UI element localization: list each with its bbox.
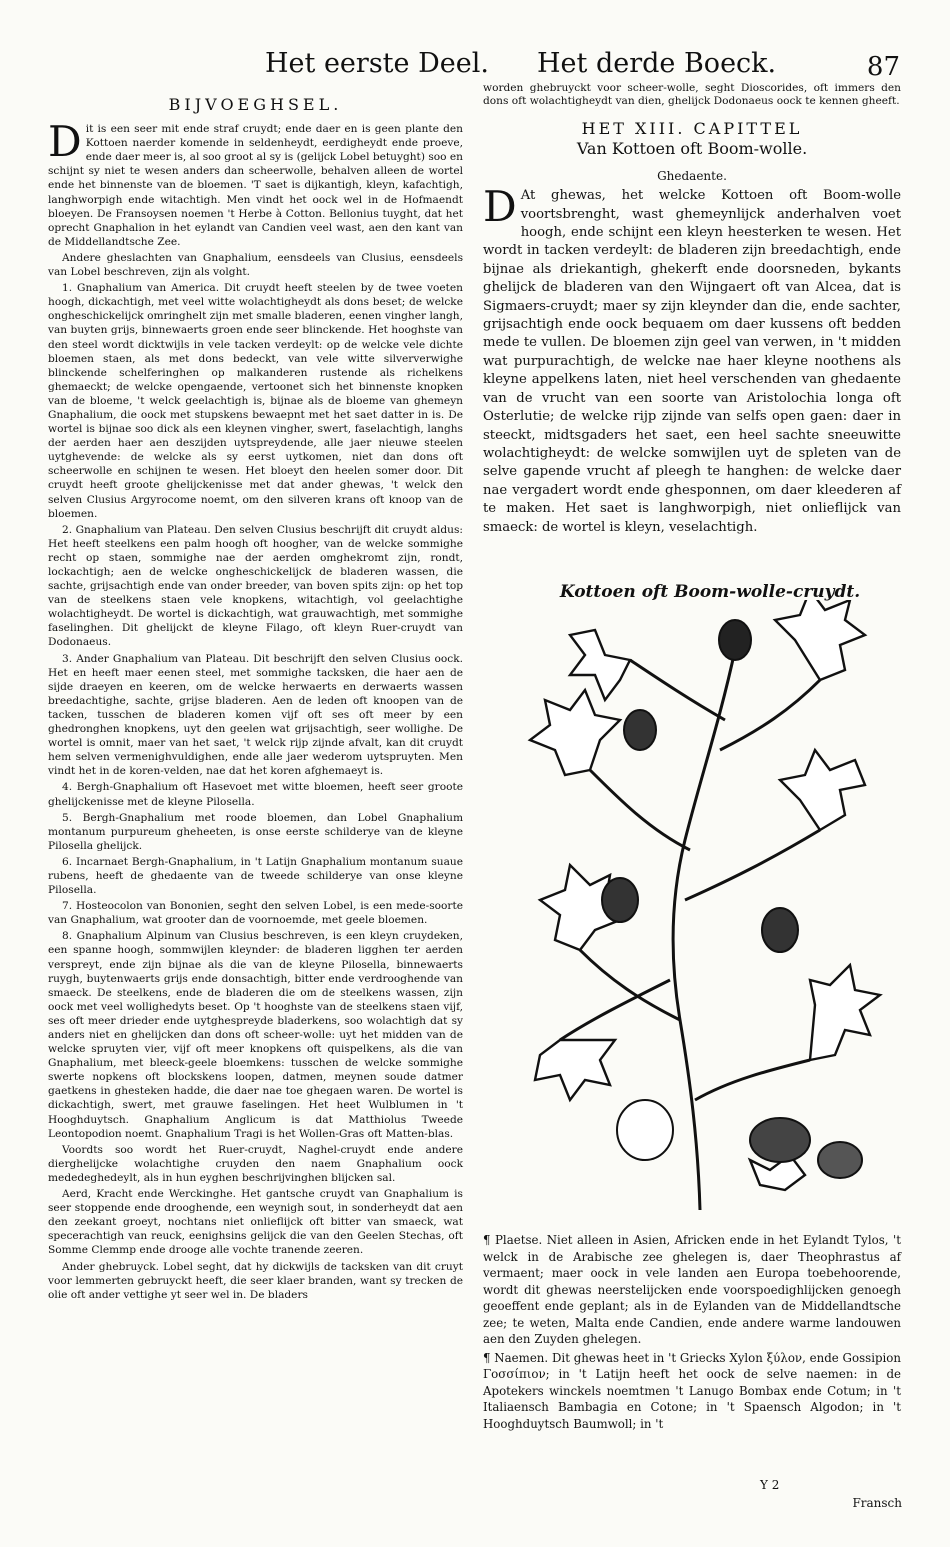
catchword: Fransch <box>852 1496 902 1510</box>
left-paragraph: Andere gheslachten van Gnaphalium, eensdeels van Clusius, eensdeels van Lobel beschreven, zijn als volght. <box>48 251 463 279</box>
names-paragraph: ¶ Naemen. Dit ghewas heet in 't Griecks Xylon ξύλον, ende Gossipion Γοσσίπιον; in 't Latijn heeft het oock de selve naemen: in de Apotekers winckels noemtmen 't Lanugo Bombax ende Cotum; in 't Italiaensch Bambagia en Cotone; in 't Spaensch Algodon; in 't Hooghduytsch Baumwoll; in 't <box>483 1350 901 1431</box>
left-paragraph: 7. Hosteocolon van Bononien, seght den selven Lobel, is een mede-soorte van Gnaphalium, wat grooter dan de voornoemde, met geele bloemen. <box>48 900 463 927</box>
drop-cap: D <box>483 182 517 232</box>
header-left-title: Het eerste Deel. <box>265 48 489 79</box>
placement-paragraph: ¶ Plaetse. Niet alleen in Asien, Africken ende in het Eylandt Tylos, 't welck in de Arabische zee ghelegen is, daer Theophrastus af vermaent; maer oock in vele landen aen Europa toebehoorende, wordt dit ghewas neerstelijcken ende voorspoedighlijcken genoegh geoeffent ende geplant; als in de Eylanden van de Middellandtsche zee; te weten, Malta ende Candien, ende andere warme landouwen aen den Zuyden ghelegen. <box>483 1233 901 1346</box>
left-paragraph: 2. Gnaphalium van Plateau. Den selven Clusius beschrijft dit cruydt aldus: Het heeft steelkens een palm hoogh oft hoogher, van de welcke sommighe recht op staen, sommighe nae der aerden omghekromt zijn, rondt, lockachtigh; aen de welcke ongheschickelijck de bladeren wassen, die sachte, grijsachtigh ende van onder breeder, van boven spits zijn: op het top van de steelkens staen vele knopkens, witachtigh, vol geelachtighe wolachtigheydt. De wortel is dickachtigh, wat grauwachtigh, met sommighe faselinghen. Dit ghelijckt de kleyne Filago, oft kleyn Ruer-cruydt van Dodonaeus. <box>48 523 463 649</box>
section-title: BIJVOEGHSEL. <box>168 95 343 114</box>
left-paragraph: 6. Incarnaet Bergh-Gnaphalium, in 't Latijn Gnaphalium montanum suaue rubens, heeft de ghedaente van de tweede schilderye van onse kleyne Pilosella. <box>48 855 463 897</box>
drop-cap: D <box>48 117 82 167</box>
header-right-title: Het derde Boeck. <box>537 48 777 79</box>
chapter-body: D At ghewas, het welcke Kottoen oft Boom-wolle voortsbrenght, wast ghemeynlijck anderhalven voet hoogh, ende schijnt een kleyn heesterken te wesen. Het wordt in tacken verdeylt: de bladeren zijn breedachtigh, ende bijnae als driekantigh, ghekerft ende doorsneden, bykants ghelijck de bladeren van den Wijngaert oft van Alcea, dat is Sigmaers-cruydt; maer sy zijn kleynder dan die, ende sachter, grijsachtigh ende oock bequaem om daer kussens oft bedden mede te vullen. De bloemen zijn geel van verwen, in 't midden wat purpurachtigh, de welcke nae haer kleyne noothens als kleyne appelkens laten, niet heel verschenden van ghedaente van de vrucht van een soorte van Aristolochia longa oft Osterlutie; de welcke rijp zijnde van selfs open gaen: daer in steeckt, midtsgaders het saet, een heel sachte sneeuwitte wolachtigheydt: de welcke somwijlen uyt de spleten van de selve gapende vrucht af pleegh te hanghen: de welcke daer nae vergadert wordt ende ghesponnen, om daer kleederen af te maken. Het saet is langhworpigh, niet onlieflijck van smaeck: de wortel is kleyn, veselachtigh. <box>483 182 901 535</box>
right-column <box>483 82 901 539</box>
left-column <box>48 96 463 1304</box>
left-paragraph: Dit is een seer mit ende straf cruydt; ende daer en is geen plante den Kottoen naerder komende in seldenheydt, eerdigheydt ende proeve, ende daer meer is, al soo groot al sy is (gelijck Lobel betuyght) soo en schijnt sy niet te wesen anders dan scheerwolle, behalven alleen de wortel ende het binnenste van de bloemen. 'T saet is dijkantigh, kleyn, kafachtigh, langhworpigh ende witachtigh. Men vindt het oock wel in de Hofmaendt bloeyen. De Fransoysen noemen 't Herbe à Cotton. Bellonius tuyght, dat het oprecht Gnaphalion in het eylandt van Candien veel wast, aen den kant van de Middellandtsche Zee. <box>48 117 463 248</box>
chapter-subtitle: Van Kottoen oft Boom-wolle. <box>576 139 808 159</box>
right-column-lower <box>483 1232 901 1434</box>
left-paragraph: 8. Gnaphalium Alpinum van Clusius beschreven, is een kleyn cruydeken, een spanne hoogh, sommwijlen kleynder: de bladeren ligghen ter aerden verspreyt, ende zijn bijnae als die van de kleyne Pilosella, binnewaerts ruygh, buytenwaerts grijs ende donsachtigh, bitter ende verdrooghende van smaeck. De steelkens, ende de bladeren die om de steelkens wassen, zijn oock met veel wollighedyts beset. Op 't hooghste van de steelkens staen vijf, ses oft meer drieder ende uytghespreyde bladerkens, soo wolachtigh dat sy anders niet en ghelijcken dan dons oft scheer-wolle: uyt het midden van de welcke spruyten vier, vijf oft meer knopkens oft quispelkens, als die van Gnaphalium, met bleeck-geele bloemkens: tusschen de welcke sommighe swerte nopkens oft blockskens loopen, datmen, meynen soude datmer gaetkens in ghesteken hadde, die daer nae toe ghegaen waren. De wortel is dickachtigh, swert, met grauwe faselingen. Het heet Wulblumen in 't Hooghduytsch. Gnaphalium Anglicum is dat Matthiolus Tweede Leontopodion noemt. Gnaphalium Tragi is het Wollen-Gras oft Matten-blas. <box>48 930 463 1140</box>
left-paragraph: 3. Ander Gnaphalium van Plateau. Dit beschrijft den selven Clusius oock. Het en heeft maer eenen steel, met sommighe tacksken, die haer aen de sijde draeyen en keeren, om de welcke herwaerts en derwaerts wassen breedachtighe, sachte, grijse bladeren. Aen de leden oft knoopen van de tacken, tusschen de bladeren komen vijf oft ses oft meer by een ghedronghen knopkens, uyt den geelen wat grijsachtigh, seer wollighe. De wortel is omnit, maer van het saet, 't welck rijp zijnde afvalt, kan dit cruydt hem selven vermenighvuldighen, ende alle jaer wederom uytspruyten. Men vindt het in de koren-velden, nae dat het koren afghemaeyt is. <box>48 652 463 778</box>
left-paragraph: Voordts soo wordt het Ruer-cruydt, Naghel-cruydt ende andere dierghelijcke wolachtighe cruyden den naem Gnaphalium oock mededeghedeylt, als in hun eyghen beschrijvinghen blijcken sal. <box>48 1143 463 1184</box>
page-number: 87 <box>866 52 900 82</box>
chapter-title: HET XIII. CAPITTEL <box>581 119 803 138</box>
left-paragraph: 1. Gnaphalium van America. Dit cruydt heeft steelen by de twee voeten hoogh, dickachtigh, met veel witte wolachtigheydt als dons beset; de welcke ongheschickelijck omringhelt zijn met smalle bladeren, eenen vingher langh, van buyten grijs, binnewaerts groen ende seer blinckende. Het hooghste van den steel wordt dicktwijls in vele tacken verdeylt: op de welcke vele dichte bloemen staen, als met dons bedeckt, van vele witte silververwighe blinckende schelferinghen op malkanderen rustende als richelkens ghemaeckt; de welcke opengaende, vertoonet sich het binnenste knopken van de bloeme, 't welck geelachtigh is, bijnae als de bloeme van ghemeyn Gnaphalium, die oock met stupskens bewaepnt met het saet datter in is. De wortel is bijnae soo dick als een kleynen vingher, swert, faselachtigh, langhs der aerden haer aen deszijden uytspreydende, alle jaer nieuwe steelen uytghevende: de welcke als sy eerst uytkomen, niet dan dons oft scheerwolle en schijnen te wesen. Het bloeyt den heelen somer door. Dit cruydt heeft groote ghelijckenisse met dat ander ghewas, 't welck den selven Clusius Argyrocome noemt, om den silveren krans oft knoop van de bloemen. <box>48 282 463 520</box>
signature-mark: Y 2 <box>760 1478 780 1492</box>
left-paragraph: Ander ghebruyck. Lobel seght, dat hy dickwijls de tacksken van dit cruyt voor lemmerten gebruyckt heeft, die seer klaer branden, want sy trecken de olie oft ander vettighe yt seer wel in. De bladers <box>48 1260 463 1301</box>
subhead-ghedaente: Ghedaente. <box>657 168 727 183</box>
right-intro: worden ghebruyckt voor scheer-wolle, seght Dioscorides, oft immers den dons oft wolachtigheydt van dien, ghelijck Dodonaeus oock te kennen gheeft. <box>483 82 901 107</box>
left-paragraph: 4. Bergh-Gnaphalium oft Hasevoet met witte bloemen, heeft seer groote ghelijckenisse met de kleyne Pilosella. <box>48 781 463 808</box>
left-paragraph: 5. Bergh-Gnaphalium met roode bloemen, dan Lobel Gnaphalium montanum purpureum gheheeten, is onse eerste schilderye van de kleyne Pilosella ghelijck. <box>48 811 463 852</box>
figure-caption: Kottoen oft Boom-wolle-cruydt. <box>559 582 861 602</box>
left-paragraph: Aerd, Kracht ende Werckinghe. Het gantsche cruydt van Gnaphalium is seer stoppende ende drooghende, een weynigh sout, in sonderheydt dat aen den zeekant groeyt, nochtans niet onlieflijck oft bitter van smaeck, wat specerachtigh van reuck, eenighsins gelijck die van den Geelen Stechas, oft Somme Clemmp ende drooge alle vochte tranende zeeren. <box>48 1188 463 1257</box>
cotton-plant-woodcut <box>520 600 895 1220</box>
cotton-plant-illustration <box>520 600 895 1220</box>
